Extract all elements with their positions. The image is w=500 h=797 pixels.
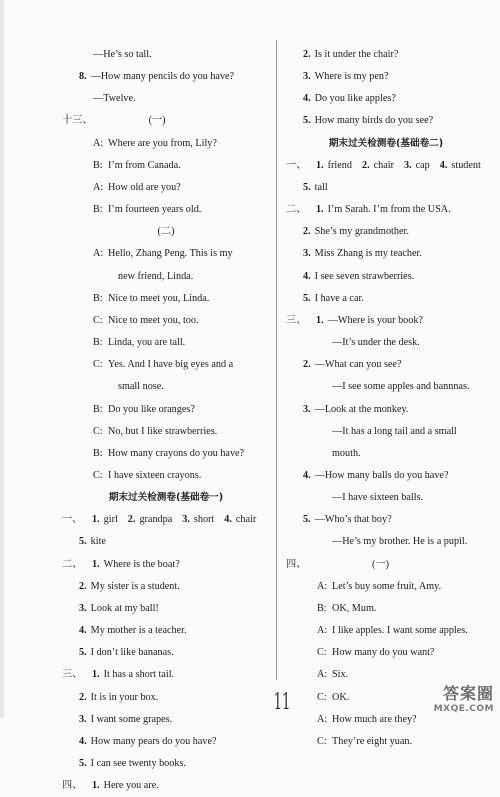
page-edge [0,0,4,718]
item-number: 2. [303,226,311,238]
word-answer [440,160,481,171]
word-answer [92,514,118,525]
speaker-label: C: [93,314,103,326]
answer-line [286,88,486,110]
dialogue-line [62,399,270,421]
speaker-label: A: [93,181,104,193]
dialogue-text: Nice to meet you, Linda. [108,292,210,304]
section-header [286,554,486,576]
speaker-label: B: [317,602,327,614]
answer-line [286,199,486,221]
dialogue-line [62,155,270,177]
dialogue-text: Hello, Zhang Peng. This is my [108,248,233,260]
item-number: 1. [92,780,100,792]
item-number: 4. [79,625,87,637]
answer-text: I see seven strawberries. [314,270,415,282]
answer-text: Miss Zhang is my teacher. [314,248,422,260]
answer-text: —What can you see? [314,359,402,371]
dialogue-text: How many do you want? [332,647,435,659]
speaker-label: B: [93,403,103,415]
dialogue-text: I like apples. I want some apples. [332,625,468,637]
answer-line: —He’s my brother. He is a pupil. [332,536,468,548]
item-number: 2. [303,359,311,371]
answer-text: I can see twenty books. [90,758,186,769]
answer-text: kite [90,536,106,548]
dialogue-line [62,465,270,487]
answer-text: cap [415,159,430,171]
dialogue-text: How many crayons do you have? [108,447,245,459]
item-number: 3. [303,71,311,83]
answer-line [286,110,486,132]
speaker-label: B: [93,292,103,304]
dialogue-line [62,443,270,465]
section-marker: 十三、 [62,115,93,127]
dialogue-line [286,598,486,620]
item-number: 4. [303,469,311,481]
answer-text: Where is my pen? [314,71,389,83]
subsection-label: (二) [157,226,175,238]
answer-line [62,66,270,88]
answer-text: I don’t like bananas. [90,647,174,659]
answer-line [286,266,486,288]
section-marker: 四、 [62,780,83,792]
answer-line [62,731,270,753]
dialogue-text: OK. [332,691,350,703]
answer-line [286,310,486,332]
dialogue-line [62,332,270,354]
dialogue-line [62,288,270,310]
answer-text: —Look at the monkey. [314,403,409,415]
dialogue-text: Yes. And I have big eyes and a [108,359,234,371]
test-title: 期末过关检测卷(基础卷二) [328,137,444,149]
watermark-title: 答案圈 [442,684,494,703]
word-answer [224,514,256,525]
dialogue-line [286,620,486,642]
dialogue-line [62,354,270,376]
answer-text: Here you are. [103,780,159,792]
item-number: 2. [303,49,311,60]
answer-text: short [193,514,215,526]
speaker-label: C: [317,735,327,747]
answer-line [62,709,270,731]
speaker-label: B: [93,204,103,216]
answer-text: grandpa [139,514,173,526]
item-number: 1. [92,514,100,526]
answer-text: Look at my ball! [90,602,159,614]
answer-text: Is it under the chair? [314,49,399,60]
item-number: 8. [79,71,87,83]
section-marker: 三、 [286,314,307,326]
speaker-label: C: [317,691,327,703]
speaker-label: B: [93,159,103,171]
speaker-label: A: [317,580,328,592]
speaker-label: B: [93,337,103,349]
answer-text: tall [314,181,328,193]
answer-line: —He’s so tall. [93,49,152,60]
page-number: 11 [273,690,291,715]
dialogue-text: I have sixteen crayons. [108,469,202,481]
answer-text: I want some grapes. [90,713,173,725]
answer-text: Do you like apples? [314,93,396,105]
answer-line [286,243,486,265]
speaker-label: C: [317,647,327,659]
watermark-logo [434,681,494,714]
item-number: 3. [79,713,87,725]
left-column [62,44,270,797]
answer-line [286,177,486,199]
dialogue-text: They’re eight yuan. [332,735,413,747]
answer-text: girl [103,514,118,526]
answer-text: —Who’s that boy? [314,514,392,526]
answer-line: —I have sixteen balls. [332,492,424,504]
answer-text: student [451,159,481,171]
word-answer [182,514,214,525]
item-number: 4. [439,159,448,171]
answer-line [62,509,270,531]
item-number: 3. [303,248,311,260]
dialogue-text: OK, Mum. [332,602,377,614]
answer-text: chair [235,514,257,526]
answer-text: How many pears do you have? [90,735,217,747]
answer-line [62,664,270,686]
item-number: 5. [303,514,311,526]
item-number: 5. [303,115,311,127]
item-number: 1. [316,159,324,171]
answer-text: —How many balls do you have? [314,469,449,481]
answer-line: —Twelve. [93,93,136,105]
dialogue-line [62,177,270,199]
watermark-url: MXQE.COM [433,704,494,714]
answer-line [62,576,270,598]
answer-line [286,221,486,243]
answer-line [62,531,270,553]
answer-text: I’m Sarah. I’m from the USA. [327,204,451,216]
answer-line: —It has a long tail and a small [332,425,457,437]
section-header [62,110,270,132]
answer-line [286,354,486,376]
answer-line [62,753,270,775]
dialogue-line [62,421,270,443]
item-number: 4. [303,93,311,105]
right-column [286,44,486,753]
dialogue-line [62,133,270,155]
answer-text: She’s my grandmother. [314,226,409,238]
dialogue-text: Let’s buy some fruit, Amy. [332,580,442,592]
dialogue-text: Do you like oranges? [108,403,195,415]
dialogue-text: Nice to meet you, too. [108,314,199,326]
answer-text: It has a short tail. [103,669,175,681]
item-number: 4. [224,514,232,526]
dialogue-continuation: small nose. [118,381,164,393]
item-number: 1. [316,204,324,216]
answer-line [62,642,270,664]
answer-text: My sister is a student. [90,580,180,592]
answer-line [62,775,270,797]
item-number: 5. [79,647,87,659]
answer-line [286,399,486,421]
speaker-label: A: [317,625,328,637]
item-number: 1. [316,314,324,326]
section-marker: 二、 [62,558,83,570]
answer-text: —How many pencils do you have? [90,71,235,83]
answer-text: Where is the boat? [103,558,180,570]
speaker-label: C: [93,425,103,437]
answer-line: —I see some apples and bannnas. [332,381,470,393]
answer-text: friend [327,159,352,171]
answer-line [62,620,270,642]
dialogue-text: Where are you from, Lily? [108,137,217,149]
section-marker: 一、 [286,159,307,171]
answer-text: chair [373,159,394,171]
answer-line [286,288,486,310]
dialogue-line [286,576,486,598]
item-number: 4. [303,270,311,282]
word-answer [404,160,430,171]
item-number: 3. [79,602,87,614]
item-number: 2. [361,159,370,171]
word-answer [362,160,394,171]
subsection-label: (一) [372,558,389,570]
answer-text: It is in your box. [90,691,159,703]
dialogue-text: I’m from Canada. [108,159,181,171]
section-marker: 四、 [286,558,307,570]
speaker-label: C: [93,469,103,481]
subsection-label: (一) [148,115,166,127]
dialogue-line [62,310,270,332]
section-marker: 三、 [62,669,83,681]
word-answer [128,514,172,525]
answer-text: I have a car. [314,292,364,304]
answer-text: —Where is your book? [327,314,423,326]
answer-line [286,44,486,66]
answer-text: My mother is a teacher. [90,625,187,637]
answer-line [286,465,486,487]
answer-line [286,155,486,177]
dialogue-continuation: new friend, Linda. [118,270,194,282]
item-number: 5. [79,536,87,548]
item-number: 3. [303,403,311,415]
answer-line [62,687,270,709]
dialogue-text: Six. [332,669,349,681]
item-number: 5. [303,181,311,193]
item-number: 5. [79,758,87,769]
dialogue-line [286,731,486,753]
answer-line [286,509,486,531]
section-marker: 一、 [62,514,83,526]
answer-line [62,598,270,620]
item-number: 1. [92,669,100,681]
item-number: 2. [127,514,136,526]
speaker-label: C: [93,359,103,371]
answer-line [286,66,486,88]
item-number: 4. [79,735,87,747]
word-answer [316,160,352,171]
item-number: 1. [92,558,100,570]
answer-line: —It’s under the desk. [332,337,420,349]
section-marker: 二、 [286,204,307,216]
dialogue-line [286,642,486,664]
item-number: 3. [182,514,190,526]
item-number: 3. [403,159,412,171]
dialogue-line [62,199,270,221]
dialogue-text: Linda, you are tall. [108,337,186,349]
speaker-label: B: [93,447,103,459]
column-divider [276,40,277,680]
speaker-label: A: [93,248,104,260]
dialogue-text: No, but I like strawberries. [108,425,218,437]
speaker-label: A: [317,669,328,681]
speaker-label: A: [317,713,328,725]
dialogue-text: How old are you? [108,181,181,193]
item-number: 2. [79,691,87,703]
item-number: 5. [303,292,311,304]
answer-line: mouth. [332,447,361,459]
answer-line [62,554,270,576]
item-number: 2. [79,580,87,592]
dialogue-text: I’m fourteen years old. [108,204,202,216]
speaker-label: A: [93,137,104,149]
test-title: 期末过关检测卷(基础卷一) [108,492,224,504]
answer-text: How many birds do you see? [314,115,434,127]
dialogue-text: How much are they? [332,713,417,725]
dialogue-line [62,243,270,265]
